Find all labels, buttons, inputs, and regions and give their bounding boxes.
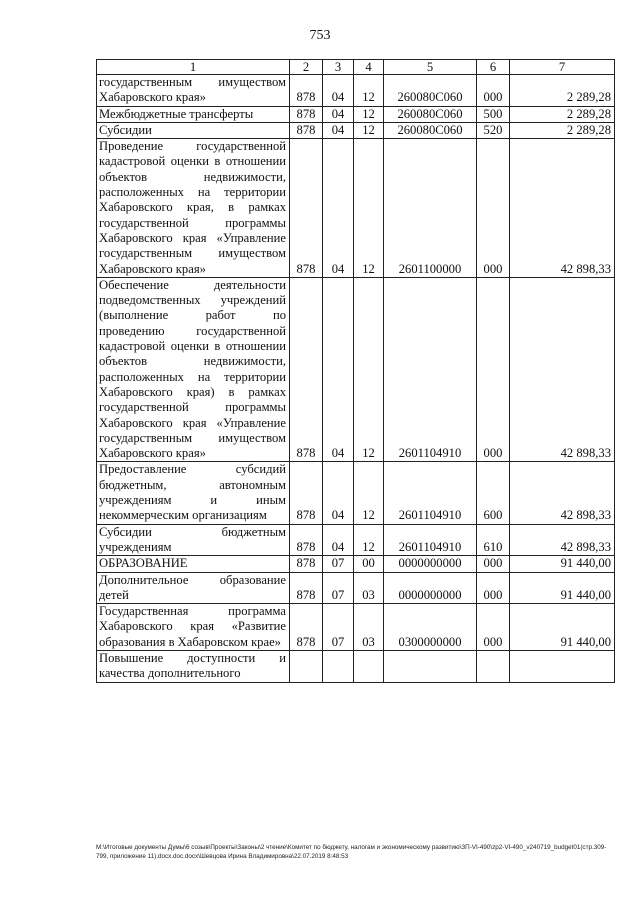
- table-row: [97, 462, 615, 524]
- cell-amount: 91 440,00: [510, 572, 615, 604]
- cell-amount: 42 898,33: [510, 462, 615, 524]
- cell-subsection: 12: [354, 75, 384, 107]
- table-row: [97, 277, 615, 462]
- column-header: 4: [354, 60, 384, 75]
- row-name: Дополнительное образование детей: [97, 572, 290, 604]
- cell-ministry: 878: [290, 572, 323, 604]
- row-name: Субсидии: [97, 122, 290, 138]
- cell-expense-type: 000: [477, 277, 510, 462]
- cell-subsection: 12: [354, 524, 384, 556]
- row-name: Обеспечение деятельности подведомственных учреждений (выполнение работ по проведению государственной кадастровой оценки в отношении объектов недвижимости, расположенных на территории Хабаровского края) в рамках государственной программы Хабаровского края «Управление государственным имуществом Хабаровского края»: [97, 277, 290, 462]
- cell-expense-type: 500: [477, 106, 510, 122]
- cell-amount: [510, 650, 615, 682]
- column-header: 7: [510, 60, 615, 75]
- budget-table: [96, 59, 615, 683]
- cell-expense-type: 000: [477, 604, 510, 651]
- row-name: Проведение государственной кадастровой оценки в отношении объектов недвижимости, расположенных на территории Хабаровского края, в рамках государственной программы Хабаровского края «Управление государственным имуществом Хабаровского края»: [97, 139, 290, 278]
- table-row: [97, 139, 615, 278]
- cell-section: 04: [323, 277, 354, 462]
- cell-subsection: 12: [354, 462, 384, 524]
- cell-expense-type: 520: [477, 122, 510, 138]
- cell-expense-type: 000: [477, 75, 510, 107]
- cell-target-article: 260080С060: [384, 106, 477, 122]
- table-row: [97, 604, 615, 651]
- cell-ministry: 878: [290, 106, 323, 122]
- page-number: 753: [309, 28, 331, 43]
- cell-amount: 2 289,28: [510, 75, 615, 107]
- cell-section: 07: [323, 572, 354, 604]
- column-header: 3: [323, 60, 354, 75]
- cell-amount: 42 898,33: [510, 139, 615, 278]
- cell-expense-type: 000: [477, 572, 510, 604]
- file-path-footer: M:\Итоговые документы Думы\6 созыв\Проекты\Законы\2 чтение\Комитет по бюджету, налогам и экономическому развитию\ЗП-VI-490\zp2-VI-490_v240719_budget01(стр.309-799, приложение 11).docx.doc.docx\Шевцова Ирина Владимировна\22.07.2019 8:48:53: [96, 844, 607, 860]
- row-name: ОБРАЗОВАНИЕ: [97, 556, 290, 572]
- row-name: Предоставление субсидий бюджетным, автономным учреждениям и иным некоммерческим организациям: [97, 462, 290, 524]
- cell-ministry: 878: [290, 462, 323, 524]
- cell-target-article: 260080С060: [384, 75, 477, 107]
- cell-subsection: 00: [354, 556, 384, 572]
- cell-expense-type: [477, 650, 510, 682]
- column-header: 6: [477, 60, 510, 75]
- cell-target-article: 0300000000: [384, 604, 477, 651]
- cell-section: [323, 650, 354, 682]
- cell-section: 04: [323, 106, 354, 122]
- cell-target-article: 2601104910: [384, 277, 477, 462]
- row-name: государственным имуществом Хабаровского края»: [97, 75, 290, 107]
- cell-expense-type: 000: [477, 556, 510, 572]
- table-row: [97, 75, 615, 107]
- cell-amount: 42 898,33: [510, 524, 615, 556]
- cell-ministry: 878: [290, 122, 323, 138]
- cell-subsection: [354, 650, 384, 682]
- row-name: Субсидии бюджетным учреждениям: [97, 524, 290, 556]
- cell-target-article: 2601100000: [384, 139, 477, 278]
- cell-subsection: 12: [354, 122, 384, 138]
- cell-subsection: 12: [354, 139, 384, 278]
- cell-subsection: 12: [354, 277, 384, 462]
- cell-amount: 42 898,33: [510, 277, 615, 462]
- cell-subsection: 03: [354, 572, 384, 604]
- table-row: [97, 524, 615, 556]
- cell-target-article: 260080С060: [384, 122, 477, 138]
- cell-ministry: 878: [290, 139, 323, 278]
- cell-subsection: 12: [354, 106, 384, 122]
- cell-ministry: 878: [290, 556, 323, 572]
- cell-section: 04: [323, 524, 354, 556]
- table-row: [97, 572, 615, 604]
- cell-subsection: 03: [354, 604, 384, 651]
- cell-section: 04: [323, 75, 354, 107]
- cell-ministry: 878: [290, 604, 323, 651]
- row-name: Повышение доступности и качества дополнительного: [97, 650, 290, 682]
- cell-target-article: 2601104910: [384, 524, 477, 556]
- row-name: Государственная программа Хабаровского края «Развитие образования в Хабаровском крае»: [97, 604, 290, 651]
- cell-target-article: 2601104910: [384, 462, 477, 524]
- row-name: Межбюджетные трансферты: [97, 106, 290, 122]
- cell-section: 04: [323, 139, 354, 278]
- table-row: [97, 556, 615, 572]
- cell-target-article: 0000000000: [384, 572, 477, 604]
- cell-section: 04: [323, 462, 354, 524]
- column-header: 5: [384, 60, 477, 75]
- cell-target-article: 0000000000: [384, 556, 477, 572]
- cell-expense-type: 610: [477, 524, 510, 556]
- table-header-row: [97, 60, 615, 75]
- cell-ministry: 878: [290, 277, 323, 462]
- cell-ministry: 878: [290, 524, 323, 556]
- column-header: 1: [97, 60, 290, 75]
- cell-target-article: [384, 650, 477, 682]
- column-header: 2: [290, 60, 323, 75]
- cell-expense-type: 000: [477, 139, 510, 278]
- cell-expense-type: 600: [477, 462, 510, 524]
- cell-ministry: [290, 650, 323, 682]
- cell-amount: 91 440,00: [510, 604, 615, 651]
- cell-amount: 2 289,28: [510, 106, 615, 122]
- cell-section: 04: [323, 122, 354, 138]
- table-row: [97, 106, 615, 122]
- table-row: [97, 122, 615, 138]
- cell-section: 07: [323, 604, 354, 651]
- table-row: [97, 650, 615, 682]
- cell-ministry: 878: [290, 75, 323, 107]
- cell-section: 07: [323, 556, 354, 572]
- cell-amount: 91 440,00: [510, 556, 615, 572]
- cell-amount: 2 289,28: [510, 122, 615, 138]
